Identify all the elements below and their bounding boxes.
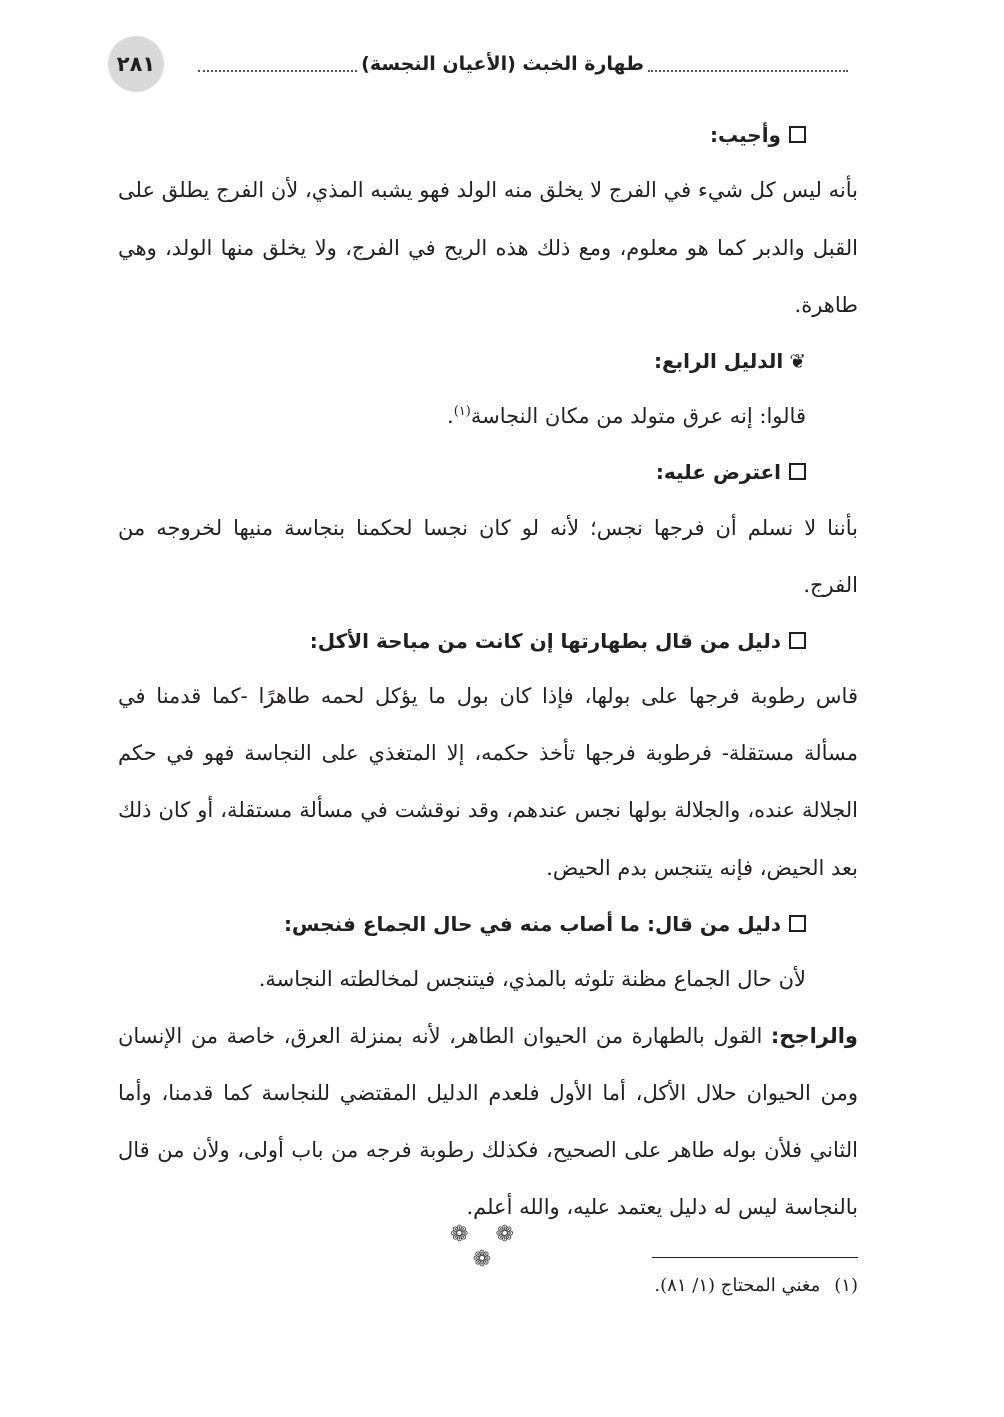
page-body bbox=[118, 108, 858, 1237]
paragraph-answer: بأنه ليس كل شيء في الفرج لا يخلق منه الولد فهو يشبه المذي، لأن الفرج يطلق على القبل والدبر كما هو معلوم، ومع ذلك هذه الريح في الفرج، ولا يخلق منها الولد، وهي طاهرة. bbox=[118, 178, 858, 317]
heading-fourth-evidence: ❦الدليل الرابع: bbox=[118, 334, 858, 388]
preponderant-label: والراجح: bbox=[770, 1024, 858, 1049]
square-outline-icon bbox=[789, 915, 806, 932]
heading-evidence-edible: دليل من قال بطهارتها إن كانت من مباحة الأكل: bbox=[118, 614, 858, 668]
page-header bbox=[108, 36, 848, 96]
running-title: طهارة الخبث (الأعيان النجسة) bbox=[361, 53, 644, 75]
footnote-number: (١) bbox=[834, 1275, 858, 1296]
paragraph-preponderant: والراجح: القول بالطهارة من الحيوان الطاهر، لأنه بمنزلة العرق، خاصة من الإنسان ومن الحيوان حلال الأكل، أما الأول فلعدم الدليل المقتضي للنجاسة كما قدمنا، وأما الثاني فلأن بوله طاهر على الصحيح، فكذلك رطوبة فرجه من باب أولى، ولأن من قال بالنجاسة ليس له دليل يعتمد عليه، والله أعلم. bbox=[118, 1024, 858, 1220]
leader-dots-left bbox=[198, 56, 357, 72]
footnote-text: مغني المحتاج (١/ ٨١). bbox=[654, 1275, 821, 1296]
square-outline-icon bbox=[789, 126, 806, 143]
page-number-badge bbox=[108, 36, 164, 92]
paragraph-objection: بأننا لا نسلم أن فرجها نجس؛ لأنه لو كان نجسا لحكمنا بنجاسة منيها لخروجه من الفرج. bbox=[118, 515, 858, 597]
footnote-separator bbox=[652, 1257, 858, 1258]
heading-objection: اعترض عليه: bbox=[118, 445, 858, 499]
paragraph-fourth-evidence: قالوا: إنه عرق متولد من مكان النجاسة$^{(١)}$. bbox=[447, 404, 806, 429]
footnote bbox=[118, 1270, 858, 1302]
running-title-bar bbox=[198, 46, 848, 82]
flower-divider-icon: ❁ ❁ ❁ bbox=[450, 1222, 524, 1272]
page-number: ٢٨١ bbox=[116, 52, 156, 76]
footnote-reference[interactable]: (١) bbox=[453, 404, 471, 420]
square-outline-icon bbox=[789, 632, 806, 649]
leaf-ornament-icon: ❦ bbox=[789, 348, 806, 373]
square-outline-icon bbox=[789, 463, 806, 480]
paragraph-evidence-intercourse: لأن حال الجماع مظنة تلوثه بالمذي، فيتنجس لمخالطته النجاسة. bbox=[258, 967, 806, 992]
heading-evidence-intercourse: دليل من قال: ما أصاب منه في حال الجماع فنجس: bbox=[118, 897, 858, 951]
heading-answer: وأجيب: bbox=[118, 108, 858, 162]
leader-dots-right bbox=[648, 56, 848, 72]
paragraph-evidence-edible: قاس رطوبة فرجها على بولها، فإذا كان بول ما يؤكل لحمه طاهرًا -كما قدمنا في مسألة مستقلة- فرطوبة فرجها تأخذ حكمه، إلا المتغذي على النجاسة فهو في حكم الجلالة عنده، والجلالة بولها نجس عندهم، وقد نوقشت في مسألة مستقلة، أو كان ذلك بعد الحيض، فإنه يتنجس بدم الحيض. bbox=[118, 684, 858, 880]
